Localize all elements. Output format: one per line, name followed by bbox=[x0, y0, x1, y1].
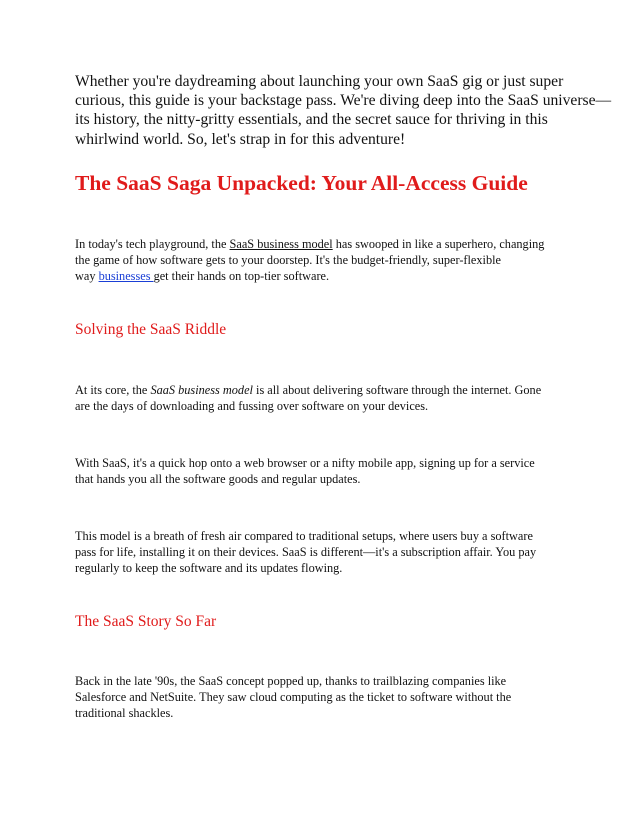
paragraph-line: This model is a breath of fresh air compared to traditional setups, where users buy a software bbox=[75, 529, 533, 543]
text-segment: In today's tech playground, the bbox=[75, 237, 230, 251]
text-segment: At its core, the bbox=[75, 383, 151, 397]
paragraph-tech-playground bbox=[75, 236, 570, 285]
main-heading: The SaaS Saga Unpacked: Your All-Access Guide bbox=[75, 171, 528, 195]
paragraph-line: regularly to keep the software and its updates flowing. bbox=[75, 561, 343, 576]
paragraph-model-comparison bbox=[75, 528, 570, 577]
paragraph-line: the game of how software gets to your doorstep. It's the budget-friendly, super-flexible bbox=[75, 253, 501, 268]
paragraph-with-saas bbox=[75, 455, 570, 487]
intro-line: its history, the nitty-gritty essentials, and the secret sauce for thriving in this bbox=[75, 111, 548, 129]
paragraph-line bbox=[75, 382, 570, 398]
paragraph-line: With SaaS, it's a quick hop onto a web browser or a nifty mobile app, signing up for a service bbox=[75, 456, 535, 470]
paragraph-line: Back in the late '90s, the SaaS concept popped up, thanks to trailblazing companies like bbox=[75, 674, 507, 688]
paragraph-line: pass for life, installing it on their devices. SaaS is different—it's a subscription affair. You pay bbox=[75, 545, 537, 560]
text-segment: has swooped in like a superhero, changing bbox=[332, 237, 545, 251]
text-segment: way bbox=[75, 269, 99, 284]
paragraph-history bbox=[75, 673, 570, 722]
intro-line: whirlwind world. So, let's strap in for this adventure! bbox=[75, 130, 406, 148]
intro-line: Whether you're daydreaming about launching your own SaaS gig or just super bbox=[75, 73, 564, 90]
paragraph-line bbox=[75, 236, 570, 252]
intro-line: curious, this guide is your backstage pass. We're diving deep into the SaaS universe— bbox=[75, 92, 612, 110]
businesses-link[interactable]: businesses bbox=[98, 269, 154, 284]
intro-paragraph bbox=[75, 72, 612, 149]
saas-business-model-link[interactable]: SaaS business model bbox=[229, 237, 333, 251]
paragraph-line: that hands you all the software goods and regular updates. bbox=[75, 472, 361, 487]
section-heading-riddle: Solving the SaaS Riddle bbox=[75, 321, 227, 338]
paragraph-line bbox=[75, 268, 570, 284]
text-segment: get their hands on top-tier software. bbox=[153, 269, 330, 284]
paragraph-core bbox=[75, 382, 570, 414]
paragraph-line: Salesforce and NetSuite. They saw cloud computing as the ticket to software without the bbox=[75, 690, 512, 705]
paragraph-line: traditional shackles. bbox=[75, 706, 174, 721]
paragraph-line: are the days of downloading and fussing over software on your devices. bbox=[75, 399, 429, 414]
section-heading-story: The SaaS Story So Far bbox=[75, 613, 217, 630]
text-segment: is all about delivering software through the internet. Gone bbox=[252, 383, 542, 397]
emphasis-text: SaaS business model bbox=[150, 383, 253, 397]
